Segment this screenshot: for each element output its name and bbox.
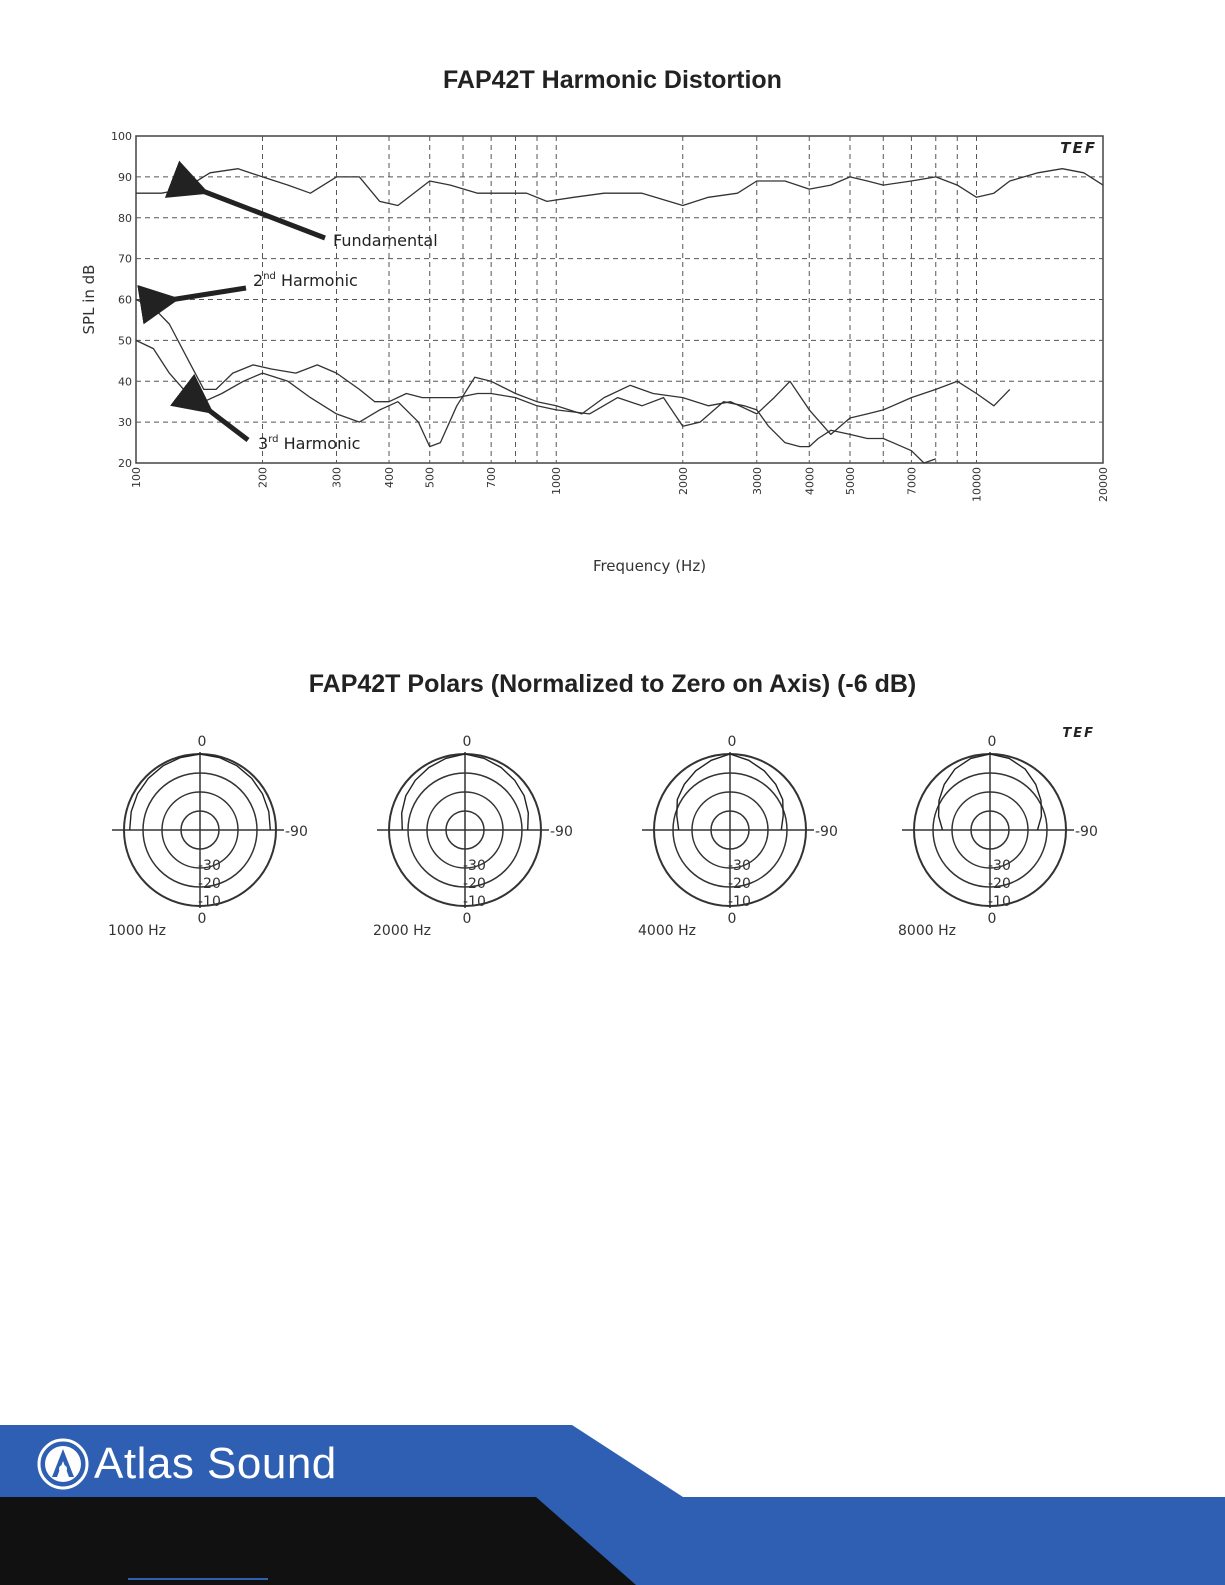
y-tick-label: 80	[118, 211, 132, 225]
polar-angle-label-bottom: 0	[987, 911, 997, 927]
x-tick-label: 7000	[905, 467, 919, 495]
polar-chart-title: FAP42T Polars (Normalized to Zero on Axis) (-6 dB)	[308, 670, 917, 698]
polar-ring-label: -30	[728, 858, 751, 874]
polar-angle-label-right: -90	[550, 824, 573, 840]
annotation-2nd-harmonic: 2nd Harmonic	[253, 271, 358, 290]
polar-ring-label: -30	[988, 858, 1011, 874]
tef-logo: TEF	[1060, 139, 1097, 157]
y-tick-label: 70	[118, 252, 132, 266]
atlas-logo-icon	[36, 1437, 90, 1491]
polar-plot-8000-hz	[898, 734, 1098, 939]
polar-angle-label-right: -90	[285, 824, 308, 840]
x-tick-label: 5000	[843, 467, 857, 495]
polar-ring-label: -10	[198, 894, 221, 910]
y-tick-label: 20	[118, 457, 132, 470]
harmonic-chart-title: FAP42T Harmonic Distortion	[443, 66, 782, 94]
annotation-fundamental: Fundamental	[333, 231, 438, 250]
x-tick-label: 700	[485, 467, 499, 488]
polar-ring-label: -20	[463, 876, 486, 892]
x-tick-label: 10000	[970, 467, 984, 502]
polar-ring-label: -20	[728, 876, 751, 892]
x-tick-label: 500	[423, 467, 437, 488]
polar-angle-label-right: -90	[815, 824, 838, 840]
polar-frequency-label: 2000 Hz	[373, 923, 431, 939]
polar-angle-label-top: 0	[987, 734, 997, 750]
polar-ring-label: -20	[988, 876, 1011, 892]
polar-frequency-label: 4000 Hz	[638, 923, 696, 939]
polar-ring-label: -30	[198, 858, 221, 874]
y-tick-label: 100	[111, 130, 132, 143]
x-tick-label: 300	[330, 467, 344, 488]
polar-ring-label: -10	[988, 894, 1011, 910]
y-tick-label: 60	[118, 293, 132, 307]
x-axis-label: Frequency (Hz)	[592, 557, 707, 575]
y-tick-label: 50	[118, 334, 132, 348]
x-tick-label: 100	[130, 467, 143, 488]
x-tick-label: 20000	[1097, 467, 1110, 502]
annotation-3rd-harmonic: 3rd Harmonic	[258, 434, 361, 453]
y-tick-label: 30	[118, 416, 132, 430]
polar-angle-label-bottom: 0	[197, 911, 207, 927]
brand-name: Atlas Sound	[94, 1439, 337, 1488]
polar-ring-label: -10	[728, 894, 751, 910]
footer-dark-band	[0, 1497, 636, 1585]
polar-angle-label-bottom: 0	[462, 911, 472, 927]
polar-tef-logo: TEF	[1062, 726, 1095, 741]
x-tick-label: 1000	[550, 467, 564, 495]
x-tick-label: 4000	[803, 467, 817, 495]
polar-ring-label: -30	[463, 858, 486, 874]
y-tick-label: 90	[118, 170, 132, 184]
polar-frequency-label: 8000 Hz	[898, 923, 956, 939]
polar-plot-2000-hz	[373, 734, 573, 939]
polar-ring-label: -10	[463, 894, 486, 910]
x-tick-label: 2000	[676, 467, 690, 495]
y-tick-label: 40	[118, 375, 132, 389]
x-tick-label: 3000	[750, 467, 764, 495]
polar-ring-label: -20	[198, 876, 221, 892]
polar-plot-1000-hz	[108, 734, 308, 939]
polar-frequency-label: 1000 Hz	[108, 923, 166, 939]
atlas-sound-logo	[36, 1437, 337, 1491]
x-tick-label: 200	[256, 467, 270, 488]
polar-angle-label-bottom: 0	[727, 911, 737, 927]
x-tick-label: 400	[383, 467, 397, 488]
polar-plot-4000-hz	[638, 734, 838, 939]
y-axis-label: SPL in dB	[80, 264, 98, 335]
footer-white-corner	[572, 1425, 1225, 1497]
polar-angle-label-right: -90	[1075, 824, 1098, 840]
polar-angle-label-top: 0	[197, 734, 207, 750]
polar-angle-label-top: 0	[727, 734, 737, 750]
polar-angle-label-top: 0	[462, 734, 472, 750]
